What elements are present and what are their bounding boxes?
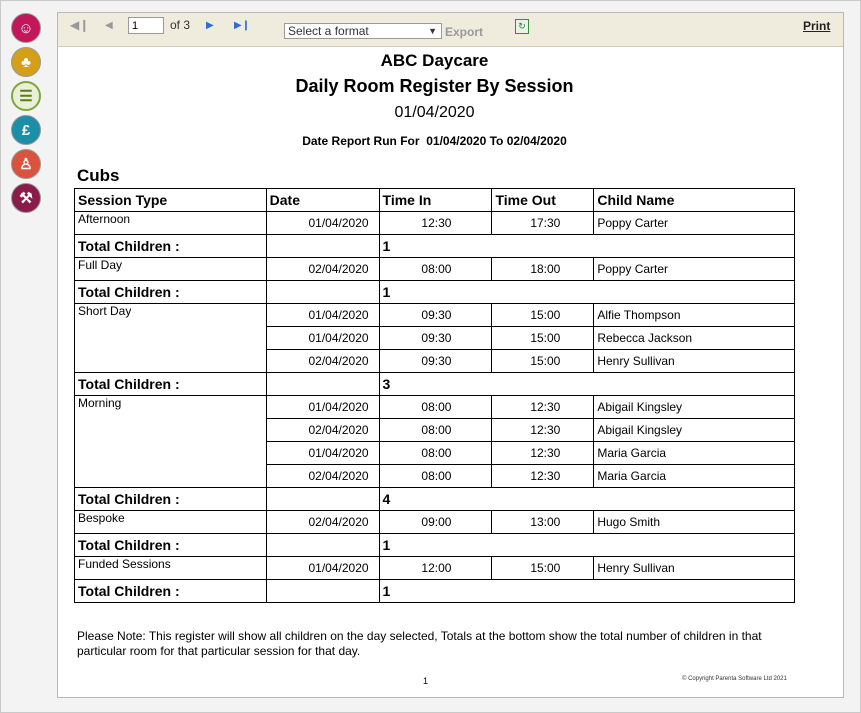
session-type-cell: Morning: [75, 396, 267, 488]
time-in-cell: 09:30: [379, 304, 492, 327]
column-header: Session Type: [75, 189, 267, 212]
pound-icon[interactable]: £: [11, 115, 41, 145]
date-range-value: 01/04/2020 To 02/04/2020: [426, 134, 567, 148]
time-in-cell: 08:00: [379, 396, 492, 419]
total-label: Total Children :: [75, 235, 267, 258]
report-viewer: [57, 12, 844, 698]
footnote: Please Note: This register will show all children on the day selected, Totals at the bottom show the total number of children in that particular room for that particular session for that day.: [77, 629, 762, 658]
register-icon[interactable]: ☰: [11, 81, 41, 111]
parent-child-icon[interactable]: ♙: [11, 149, 41, 179]
date-cell: 01/04/2020: [266, 557, 379, 580]
next-page-icon[interactable]: ▶: [206, 20, 214, 31]
child-name-cell: Rebecca Jackson: [594, 327, 795, 350]
child-name-cell: Poppy Carter: [594, 212, 795, 235]
total-row: [75, 235, 795, 258]
total-count: 1: [379, 235, 794, 258]
total-label: Total Children :: [75, 373, 267, 396]
time-out-cell: 18:00: [492, 258, 594, 281]
table-row: [75, 557, 795, 580]
empty-cell: [266, 235, 379, 258]
time-out-cell: 12:30: [492, 442, 594, 465]
table-row: [75, 396, 795, 419]
report-title: Daily Room Register By Session: [295, 76, 574, 96]
total-count: 4: [379, 488, 794, 511]
table-row: [75, 511, 795, 534]
total-count: 1: [379, 580, 794, 603]
time-in-cell: 08:00: [379, 465, 492, 488]
prev-page-icon[interactable]: ◀: [105, 20, 113, 31]
child-name-cell: Henry Sullivan: [594, 350, 795, 373]
date-cell: 02/04/2020: [266, 350, 379, 373]
total-label: Total Children :: [75, 488, 267, 511]
empty-cell: [266, 534, 379, 557]
child-name-cell: Abigail Kingsley: [594, 419, 795, 442]
time-out-cell: 13:00: [492, 511, 594, 534]
room-name: Cubs: [77, 166, 120, 185]
time-in-cell: 08:00: [379, 419, 492, 442]
total-row: [75, 281, 795, 304]
total-label: Total Children :: [75, 534, 267, 557]
time-out-cell: 12:30: [492, 465, 594, 488]
time-out-cell: 12:30: [492, 419, 594, 442]
first-page-icon[interactable]: ◀❙: [70, 18, 90, 32]
table-row: [75, 304, 795, 327]
table-header-row: [75, 189, 795, 212]
page-count: of 3: [170, 18, 191, 32]
time-in-cell: 08:00: [379, 442, 492, 465]
date-cell: 02/04/2020: [266, 465, 379, 488]
session-type-cell: Full Day: [75, 258, 267, 281]
report-date: 01/04/2020: [394, 104, 475, 121]
last-page-icon[interactable]: ▶❙: [234, 20, 251, 31]
time-in-cell: 12:00: [379, 557, 492, 580]
date-cell: 02/04/2020: [266, 258, 379, 281]
table-row: [75, 258, 795, 281]
date-cell: 01/04/2020: [266, 212, 379, 235]
time-in-cell: 08:00: [379, 258, 492, 281]
page-number: 1: [423, 676, 429, 686]
date-cell: 02/04/2020: [266, 511, 379, 534]
column-header: Time Out: [492, 189, 594, 212]
empty-cell: [266, 488, 379, 511]
empty-cell: [266, 281, 379, 304]
time-out-cell: 15:00: [492, 327, 594, 350]
time-out-cell: 15:00: [492, 557, 594, 580]
export-format-select[interactable]: [284, 23, 442, 39]
refresh-icon[interactable]: ↻: [515, 19, 529, 34]
wrench-icon[interactable]: ⚒: [11, 183, 41, 213]
export-link[interactable]: Export: [445, 25, 484, 39]
total-row: [75, 580, 795, 603]
time-in-cell: 09:30: [379, 327, 492, 350]
time-out-cell: 15:00: [492, 304, 594, 327]
child-name-cell: Alfie Thompson: [594, 304, 795, 327]
column-header: Time In: [379, 189, 492, 212]
total-label: Total Children :: [75, 281, 267, 304]
column-header: Date: [266, 189, 379, 212]
date-cell: 01/04/2020: [266, 396, 379, 419]
date-cell: 02/04/2020: [266, 419, 379, 442]
child-name-cell: Abigail Kingsley: [594, 396, 795, 419]
register-body: [75, 212, 795, 603]
child-name-cell: Maria Garcia: [594, 465, 795, 488]
chevron-down-icon: ▼: [428, 26, 437, 36]
session-type-cell: Bespoke: [75, 511, 267, 534]
total-count: 1: [379, 281, 794, 304]
total-count: 3: [379, 373, 794, 396]
session-type-cell: Funded Sessions: [75, 557, 267, 580]
company-name: ABC Daycare: [380, 51, 489, 70]
time-out-cell: 12:30: [492, 396, 594, 419]
empty-cell: [266, 580, 379, 603]
date-cell: 01/04/2020: [266, 442, 379, 465]
time-out-cell: 17:30: [492, 212, 594, 235]
sidebar: [11, 13, 43, 217]
table-row: [75, 212, 795, 235]
time-in-cell: 12:30: [379, 212, 492, 235]
time-in-cell: 09:00: [379, 511, 492, 534]
total-row: [75, 373, 795, 396]
children-icon[interactable]: ☺: [11, 13, 41, 43]
time-in-cell: 09:30: [379, 350, 492, 373]
print-link[interactable]: Print: [803, 19, 831, 33]
total-row: [75, 534, 795, 557]
date-cell: 01/04/2020: [266, 327, 379, 350]
date-cell: 01/04/2020: [266, 304, 379, 327]
child-name-cell: Poppy Carter: [594, 258, 795, 281]
column-header: Child Name: [594, 189, 795, 212]
session-type-cell: Short Day: [75, 304, 267, 373]
report-toolbar: [58, 13, 843, 47]
child-name-cell: Maria Garcia: [594, 442, 795, 465]
date-range: [58, 134, 811, 148]
page-number-input[interactable]: [128, 17, 164, 34]
register-table: [74, 188, 795, 603]
time-out-cell: 15:00: [492, 350, 594, 373]
child-name-cell: Hugo Smith: [594, 511, 795, 534]
total-label: Total Children :: [75, 580, 267, 603]
copyright: © Copyright Parenta Software Ltd 2021: [682, 676, 787, 682]
empty-cell: [266, 373, 379, 396]
date-range-label: Date Report Run For: [302, 134, 420, 148]
total-row: [75, 488, 795, 511]
child-name-cell: Henry Sullivan: [594, 557, 795, 580]
puzzle-icon[interactable]: ♣: [11, 47, 41, 77]
export-format-value: Select a format: [288, 24, 369, 38]
total-count: 1: [379, 534, 794, 557]
session-type-cell: Afternoon: [75, 212, 267, 235]
